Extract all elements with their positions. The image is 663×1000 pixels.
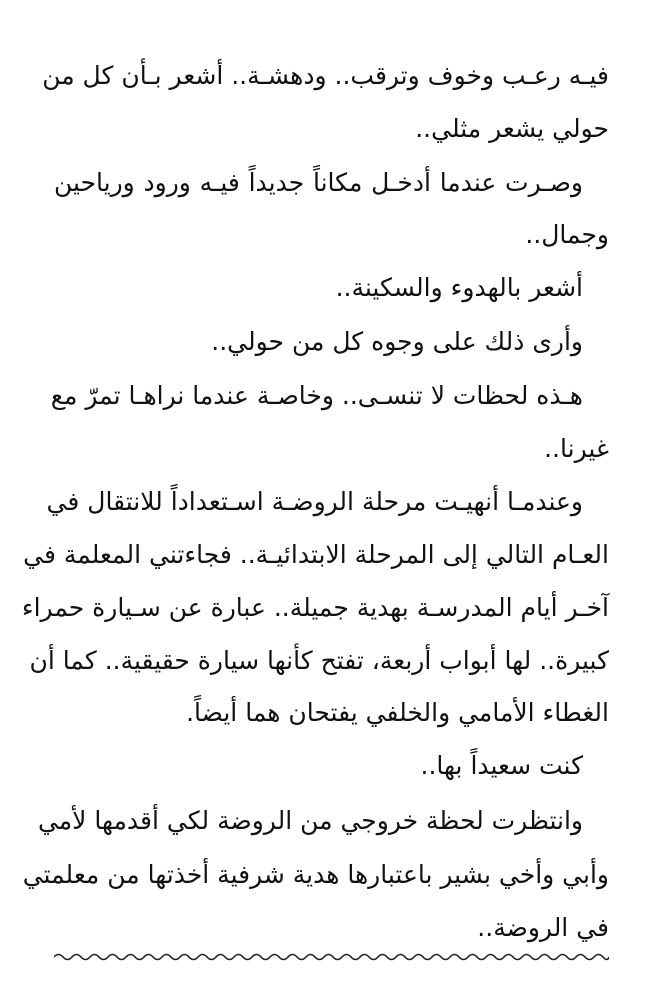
text-line: حولي يشعر مثلي.. xyxy=(415,114,609,143)
text-line: فيـه رعـب وخوف وترقب.. ودهشـة.. أشعر بـأن كل من xyxy=(42,61,609,90)
text-line: العـام التالي إلى المرحلة الابتدائيـة.. فجاءتني المعلمة في xyxy=(23,540,609,569)
text-line: الغطاء الأمامي والخلفي يفتحان هما أيضاً. xyxy=(186,698,609,727)
wavy-divider xyxy=(54,948,609,966)
text-line: أشعر بالهدوء والسكينة.. xyxy=(335,273,583,302)
text-line: آخـر أيام المدرسـة بهدية جميلة.. عبارة عن سـيارة حمراء xyxy=(21,593,609,622)
text-line: وعندمـا أنهيـت مرحلة الروضـة اسـتعداداً للانتقال في xyxy=(46,487,583,516)
text-line: وانتظرت لحظة خروجي من الروضة لكي أقدمها لأمي xyxy=(37,806,583,835)
text-line: هـذه لحظات لا تنسـى.. وخاصـة عندما نراهـا تمرّ مع xyxy=(50,381,583,410)
text-line: كبيرة.. لها أبواب أربعة، تفتح كأنها سيارة حقيقية.. كما أن xyxy=(29,646,609,675)
text-line: غيرنا.. xyxy=(544,434,609,463)
text-line: وجمال.. xyxy=(525,220,609,249)
text-line: وأبي وأخي بشير باعتبارها هدية شرفية أخذتها من معلمتي xyxy=(22,860,609,889)
text-line: كنت سعيداً بها.. xyxy=(420,751,583,780)
text-line: وصـرت عندما أدخـل مكاناً جديداً فيـه ورود ورياحين xyxy=(54,168,583,197)
text-line: وأرى ذلك على وجوه كل من حولي.. xyxy=(211,327,583,356)
text-line: في الروضة.. xyxy=(477,913,609,942)
